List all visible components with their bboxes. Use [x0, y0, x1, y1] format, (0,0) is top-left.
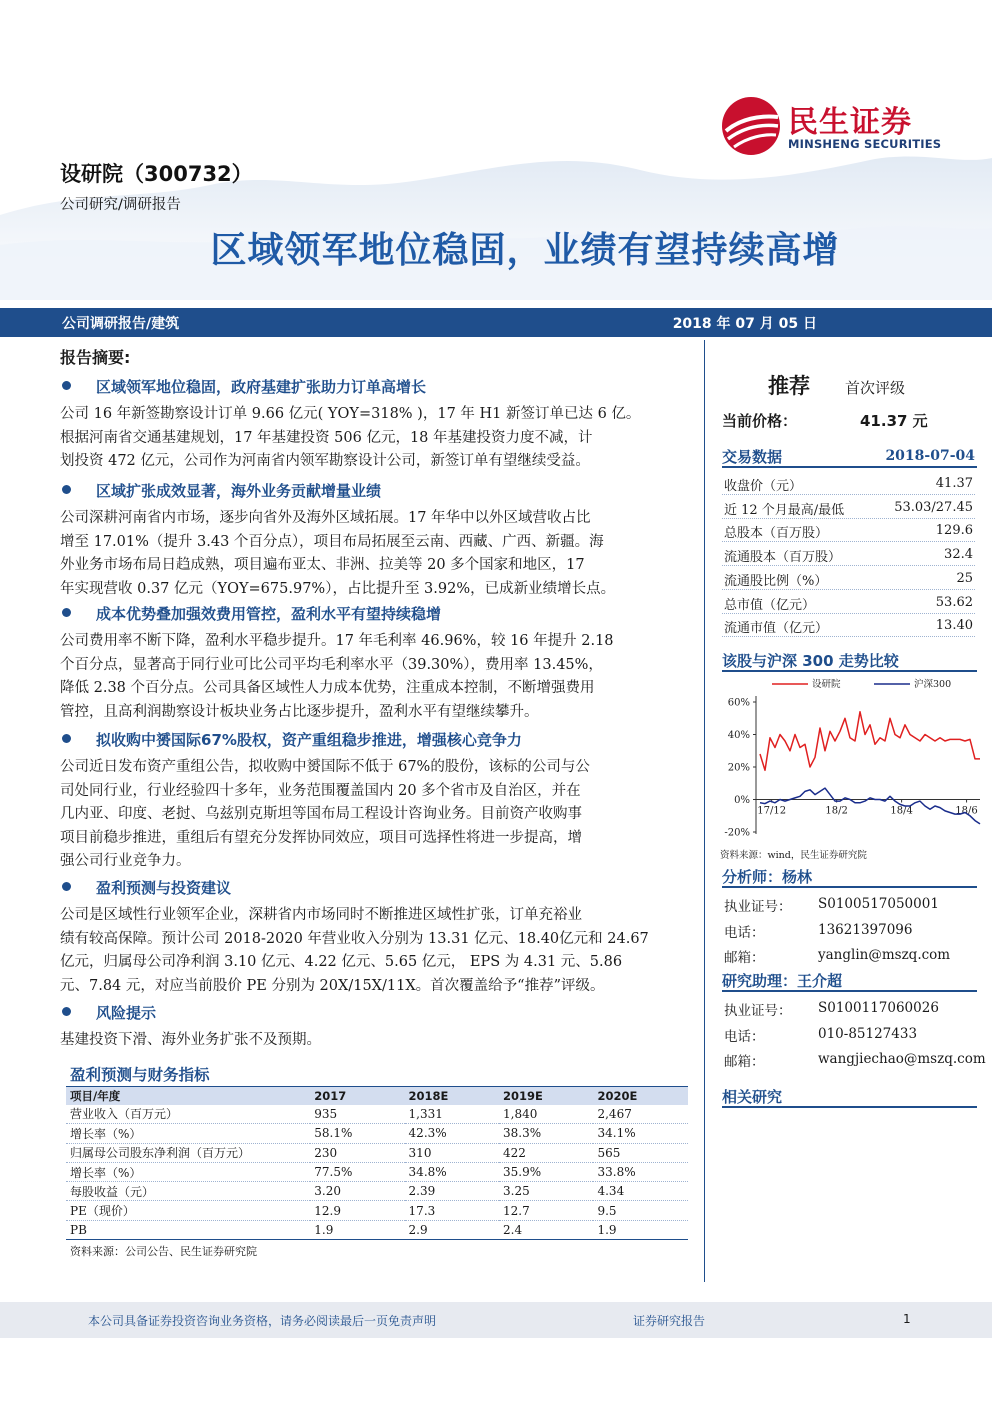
table-cell: 2.39 [405, 1182, 499, 1201]
assistant-info-value: S0100117060026 [818, 1000, 939, 1016]
bullet-icon [62, 381, 71, 390]
analyst-info-label: 执业证号： [724, 899, 792, 915]
table-row [66, 1124, 688, 1143]
related-research-heading [722, 1086, 977, 1108]
rating-label: 推荐 [768, 374, 810, 398]
paragraph-line: 公司是区域性行业领军企业，深耕省内市场同时不断推进区域性扩张，订单充裕业 [60, 907, 582, 923]
chart-legend [772, 678, 951, 690]
chart-axes [724, 696, 980, 839]
section-title-text: 区域领军地位稳固，政府基建扩张助力订单高增长 [96, 378, 427, 396]
table-cell: 1.9 [593, 1220, 688, 1239]
table-cell: PE（现价） [66, 1201, 310, 1220]
table-cell: 增长率（%） [66, 1124, 310, 1143]
summary-section-title [60, 480, 700, 501]
analyst-title: 分析师：杨林 [722, 868, 813, 886]
paragraph-line: 管控，且高利润勘察设计板块业务占比逐步提升，盈利水平有望继续攀升。 [60, 703, 539, 720]
x-tick-label: 18/2 [825, 805, 848, 817]
summary-section-title [60, 376, 700, 397]
table-cell: 增长率（%） [66, 1162, 310, 1181]
bullet-icon [62, 734, 71, 743]
table-cell: 34.1% [593, 1124, 688, 1143]
summary-paragraph [60, 904, 688, 998]
legend-label: 设研院 [812, 679, 841, 690]
table-cell: 每股收益（元） [66, 1182, 310, 1201]
section-title-text: 盈利预测与投资建议 [96, 879, 232, 897]
paragraph-line: 公司 16 年新签勘察设计订单 9.66 亿元( YOY=318% )，17 年 H1 新签订单已达 6 亿。 [60, 406, 641, 422]
paragraph-line: 个百分点，显著高于同行业可比公司平均毛利率水平（39.30%），费用率 13.45%， [60, 656, 603, 673]
y-tick-label: 60% [727, 697, 750, 709]
summary-section-title [60, 877, 700, 898]
trading-data-row [722, 614, 975, 637]
analyst-info-label: 电话： [724, 924, 765, 941]
analyst-info-label: 邮箱： [724, 950, 765, 966]
summary-paragraph [60, 1029, 688, 1053]
price-value: 41.37 元 [860, 412, 928, 430]
table-row [66, 1220, 688, 1239]
category-band [0, 308, 992, 337]
trading-data-value: 129.6 [935, 523, 973, 539]
trading-data-date: 2018-07-04 [885, 448, 975, 464]
trading-data-value: 53.62 [935, 594, 973, 610]
assistant-info-label: 邮箱： [724, 1054, 765, 1070]
bullet-icon [62, 882, 71, 891]
table-cell: 17.3 [405, 1201, 499, 1220]
section-title-text: 风险提示 [96, 1004, 157, 1022]
table-cell: 营业收入（百万元） [66, 1105, 310, 1124]
summary-paragraph [60, 756, 688, 874]
series-line-stock [760, 712, 980, 771]
trading-data-label: 收盘价（元） [724, 479, 803, 494]
table-cell: 230 [310, 1143, 404, 1162]
brand-name: 民生证券 [788, 105, 912, 140]
table-cell: 12.7 [499, 1201, 593, 1220]
paragraph-line: 降低 2.38 个百分点。公司具备区域性人力成本优势，注重成本控制，不断增强费用 [60, 680, 595, 696]
trading-data-heading [722, 446, 977, 468]
table-row [66, 1162, 688, 1181]
table-cell: 34.8% [405, 1162, 499, 1181]
trading-data-value: 32.4 [944, 547, 973, 563]
logo-emblem-icon [722, 97, 780, 155]
footer-label: 证券研究报告 [633, 1314, 706, 1328]
price-comparison-chart [712, 672, 982, 847]
paragraph-line: 强公司行业竞争力。 [60, 853, 191, 869]
trading-data-label: 总股本（百万股） [724, 526, 829, 542]
x-tick-label: 17/12 [757, 805, 787, 817]
footer-disclaimer: 本公司具备证券投资咨询业务资格，请务必阅读最后一页免责声明 [88, 1314, 437, 1328]
series-line-index [760, 788, 980, 824]
price-label: 当前价格： [722, 412, 798, 430]
table-header-cell: 2017 [310, 1087, 404, 1105]
chart-series [760, 712, 980, 824]
analyst-info-row [722, 943, 975, 968]
table-cell: 4.34 [593, 1182, 688, 1201]
chart-title: 该股与沪深 300 走势比较 [722, 652, 899, 670]
trading-data-label: 流通股比例（%） [724, 573, 828, 589]
table-cell: 42.3% [405, 1124, 499, 1143]
financial-table [66, 1086, 688, 1240]
page-footer [0, 1302, 992, 1338]
trading-data-value: 13.40 [935, 618, 973, 634]
legend-label: 沪深300 [914, 679, 952, 690]
table-cell: 2.4 [499, 1220, 593, 1239]
y-tick-label: 40% [727, 730, 750, 741]
rating-note: 首次评级 [845, 379, 906, 397]
summary-section-title [60, 1002, 700, 1023]
trading-data-value: 53.03/27.45 [894, 499, 973, 515]
table-cell: 3.25 [499, 1182, 593, 1201]
assistant-title: 研究助理：王介超 [722, 972, 843, 990]
summary-paragraph [60, 630, 688, 724]
assistant-info-label: 执业证号： [724, 1003, 792, 1019]
assistant-heading [722, 970, 977, 992]
y-tick-label: -20% [724, 827, 750, 839]
analyst-info-value: S0100517050001 [818, 896, 939, 912]
summary-paragraph [60, 403, 688, 474]
table-cell: 9.5 [593, 1201, 688, 1220]
analyst-info-row [722, 918, 975, 943]
table-cell: 565 [593, 1143, 688, 1162]
trading-data-label: 流通市值（亿元） [724, 621, 829, 637]
trading-data-row [722, 519, 975, 542]
report-headline: 区域领军地位稳固，业绩有望持续高增 [210, 230, 840, 271]
table-header-cell: 2018E [405, 1087, 499, 1105]
paragraph-line: 划投资 472 亿元，公司作为河南省内领军勘察设计公司，新签订单有望继续受益。 [60, 453, 590, 469]
table-cell: 58.1% [310, 1124, 404, 1143]
column-divider [704, 340, 705, 1282]
assistant-info-row [722, 1022, 975, 1047]
paragraph-line: 公司深耕河南省内市场，逐步向省外及海外区域拓展。17 年华中以外区域营收占比 [60, 510, 591, 526]
summary-paragraph [60, 507, 688, 601]
summary-section-title [60, 729, 700, 750]
table-cell: 310 [405, 1143, 499, 1162]
trading-data-label: 流通股本（百万股） [724, 550, 842, 566]
table-cell: 33.8% [593, 1162, 688, 1181]
chart-heading [722, 650, 977, 672]
table-cell: 2,467 [593, 1105, 688, 1124]
financial-table-source: 资料来源：公司公告、民生证券研究院 [70, 1245, 257, 1258]
table-row [66, 1143, 688, 1162]
table-row [66, 1201, 688, 1220]
table-cell: 35.9% [499, 1162, 593, 1181]
table-header-cell: 2019E [499, 1087, 593, 1105]
report-type: 公司研究/调研报告 [60, 197, 181, 213]
section-title-text: 拟收购中赟国际67%股权，资产重组稳步推进，增强核心竞争力 [96, 731, 522, 749]
page-number: 1 [903, 1312, 911, 1326]
paragraph-line: 司处同行业，行业经验四十多年，业务范围覆盖国内 20 多个省市及自治区，并在 [60, 782, 581, 799]
table-cell: 2.9 [405, 1220, 499, 1239]
brand-logo [722, 95, 962, 159]
table-cell: 3.20 [310, 1182, 404, 1201]
trading-data-row [722, 591, 975, 614]
table-cell: PB [66, 1220, 310, 1239]
paragraph-line: 增至 17.01%（提升 3.43 个百分点），项目布局拓展至云南、西藏、广西、新疆。海 [60, 533, 604, 550]
table-cell: 1,331 [405, 1105, 499, 1124]
assistant-info-row [722, 1047, 986, 1072]
analyst-info-value: yanglin@mszq.com [818, 947, 951, 963]
trading-data-row [722, 567, 975, 590]
chart-source: 资料来源：wind，民生证券研究院 [720, 850, 867, 861]
trading-data-row [722, 472, 975, 495]
paragraph-line: 年实现营收 0.37 亿元（YOY=675.97%），占比提升至 3.92%，已成新业绩增长点。 [60, 580, 616, 597]
trading-data-value: 25 [956, 570, 973, 586]
section-title-text: 区域扩张成效显著，海外业务贡献增量业绩 [96, 482, 382, 500]
trading-data-title: 交易数据 [722, 448, 783, 466]
paragraph-line: 几内亚、印度、老挝、乌兹别克斯坦等国布局工程设计咨询业务。目前资产收购事 [60, 806, 582, 822]
assistant-info-value: wangjiechao@mszq.com [818, 1051, 986, 1067]
table-cell: 1,840 [499, 1105, 593, 1124]
paragraph-line: 根据河南省交通基建规划，17 年基建投资 506 亿元，18 年基建投资力度不减，计 [60, 429, 593, 446]
related-research-title: 相关研究 [722, 1088, 783, 1106]
assistant-info-value: 010-85127433 [818, 1025, 918, 1042]
analyst-info-row [722, 892, 975, 917]
table-cell: 935 [310, 1105, 404, 1124]
table-cell: 12.9 [310, 1201, 404, 1220]
paragraph-line: 基建投资下滑、海外业务扩张不及预期。 [60, 1032, 321, 1048]
paragraph-line: 项目前稳步推进，重组后有望充分发挥协同效应，项目可选择性将进一步提高，增 [60, 829, 582, 846]
table-cell: 422 [499, 1143, 593, 1162]
paragraph-line: 亿元，归属母公司净利润 3.10 亿元、4.22 亿元、5.65 亿元， EPS 为 4.31 元、5.86 [60, 954, 623, 970]
x-tick-label: 18/4 [890, 805, 913, 817]
bullet-icon [62, 1007, 71, 1016]
brand-name-en: MINSHENG SECURITIES [788, 137, 942, 151]
report-category: 公司调研报告/建筑 [62, 316, 180, 332]
company-title: 设研院（300732） [60, 162, 253, 186]
paragraph-line: 公司费用率不断下降，盈利水平稳步提升。17 年毛利率 46.96%，较 16 年提升 2.18 [60, 633, 614, 649]
trading-data-value: 41.37 [935, 476, 973, 491]
table-cell: 1.9 [310, 1220, 404, 1239]
trading-data-row [722, 543, 975, 566]
paragraph-line: 元、7.84 元，对应当前股价 PE 分别为 20X/15X/11X。首次覆盖给予“推荐”评级。 [60, 977, 605, 994]
paragraph-line: 公司近日发布资产重组公告，拟收购中赟国际不低于 67%的股份，该标的公司与公 [60, 759, 590, 775]
table-header-cell: 2020E [593, 1087, 688, 1105]
analyst-heading [722, 866, 977, 888]
paragraph-line: 外业务市场布局日趋成熟，项目遍布亚太、非洲、拉美等 20 多个国家和地区，17 [60, 557, 585, 573]
table-row [66, 1182, 688, 1201]
financial-table-title: 盈利预测与财务指标 [70, 1066, 210, 1084]
summary-heading: 报告摘要: [60, 348, 131, 367]
table-row [66, 1105, 688, 1124]
trading-data-label: 近 12 个月最高/最低 [724, 502, 845, 518]
bullet-icon [62, 485, 71, 494]
analyst-info-value: 13621397096 [818, 921, 913, 938]
report-date: 2018 年 07 月 05 日 [672, 316, 817, 332]
table-cell: 归属母公司股东净利润（百万元） [66, 1143, 310, 1162]
table-cell: 38.3% [499, 1124, 593, 1143]
assistant-info-label: 电话： [724, 1028, 765, 1045]
trading-data-row [722, 496, 975, 519]
paragraph-line: 绩有较高保障。预计公司 2018-2020 年营业收入分别为 13.31 亿元、18.40亿元和 24.67 [60, 930, 649, 947]
bullet-icon [62, 608, 71, 617]
summary-section-title [60, 603, 700, 624]
y-tick-label: 0% [734, 795, 750, 806]
table-cell: 77.5% [310, 1162, 404, 1181]
trading-data-label: 总市值（亿元） [724, 597, 816, 613]
financial-table-header [66, 1087, 688, 1105]
y-tick-label: 20% [727, 762, 750, 774]
section-title-text: 成本优势叠加强效费用管控，盈利水平有望持续稳增 [96, 605, 442, 623]
x-tick-label: 18/6 [955, 805, 978, 817]
assistant-info-row [722, 996, 975, 1021]
table-header-cell: 项目/年度 [66, 1087, 310, 1105]
